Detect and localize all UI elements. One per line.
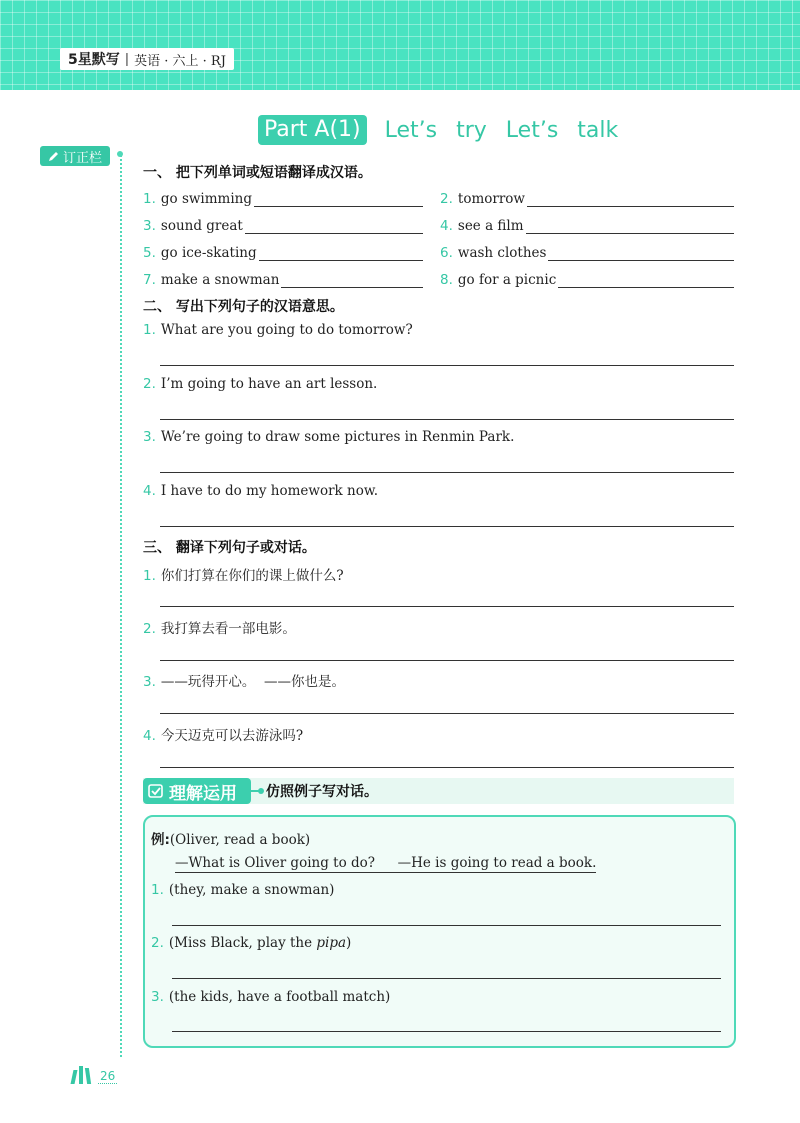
margin-divider <box>120 152 122 1057</box>
answer-line[interactable] <box>160 713 734 714</box>
item-text: make a snowman <box>160 272 280 288</box>
series-name: 5星默写 <box>68 52 120 68</box>
sentence-item <box>143 670 345 690</box>
item-number: 3. <box>151 989 164 1005</box>
answer-line[interactable] <box>172 978 721 979</box>
lesson-titles: Let’s try Let’s talk <box>384 117 619 143</box>
answer-line[interactable] <box>245 219 423 234</box>
answer-line[interactable] <box>160 419 734 420</box>
item-text-after: ) <box>346 935 352 951</box>
item-number: 6. <box>440 245 453 261</box>
item-number: 4. <box>440 218 453 234</box>
item-text: tomorrow <box>457 191 525 207</box>
section3-title: 三、 翻译下列句子或对话。 <box>143 540 316 556</box>
item-text: see a film <box>457 218 524 234</box>
item-text: I’m going to have an art lesson. <box>160 376 378 392</box>
item-text: 你们打算在你们的课上做什么? <box>160 568 344 584</box>
sentence-item <box>143 429 514 445</box>
page-number: 26 <box>100 1069 116 1083</box>
item-number: 7. <box>143 272 156 288</box>
item-text: What are you going to do tomorrow? <box>160 322 413 338</box>
answer-line[interactable] <box>259 246 423 261</box>
item-text: We’re going to draw some pictures in Renmin Park. <box>160 429 515 445</box>
answer-line[interactable] <box>160 767 734 768</box>
practice-box <box>143 815 736 1048</box>
answer-line[interactable] <box>526 219 734 234</box>
item-number: 1. <box>143 322 156 338</box>
example-question: —What is Oliver going to do? <box>175 855 376 871</box>
section2-title: 二、 写出下列句子的汉语意思。 <box>143 299 344 315</box>
item-number: 2. <box>143 376 156 392</box>
item-text: wash clothes <box>457 245 547 261</box>
answer-line[interactable] <box>160 365 734 366</box>
word-item <box>143 216 423 234</box>
check-note-icon <box>147 782 165 800</box>
item-number: 2. <box>440 191 453 207</box>
item-text: go ice-skating <box>160 245 257 261</box>
bar-connector <box>251 790 261 792</box>
item-text: sound great <box>160 218 243 234</box>
example-label: 例: <box>151 832 170 848</box>
item-number: 1. <box>151 882 164 898</box>
item-text: I have to do my homework now. <box>160 483 379 499</box>
book-stack-icon <box>72 1066 90 1084</box>
answer-line[interactable] <box>160 660 734 661</box>
item-text: go for a picnic <box>457 272 557 288</box>
answer-line[interactable] <box>160 526 734 527</box>
practice-item <box>151 989 390 1005</box>
answer-line[interactable] <box>558 273 734 288</box>
example-prompt: (Oliver, read a book) <box>169 832 311 848</box>
sentence-item <box>143 322 413 338</box>
section1-title: 一、 把下列单词或短语翻译成汉语。 <box>143 165 372 181</box>
sentence-item <box>143 564 344 584</box>
correction-tag <box>40 146 110 166</box>
item-number: 4. <box>143 728 156 744</box>
item-text: (they, make a snowman) <box>168 882 335 898</box>
correction-label: 订正栏 <box>62 150 102 166</box>
item-number: 1. <box>143 191 156 207</box>
answer-line[interactable] <box>254 192 423 207</box>
item-text: 今天迈克可以去游泳吗? <box>160 728 304 744</box>
word-item <box>440 270 734 288</box>
sentence-item <box>143 724 303 744</box>
sentence-item <box>143 376 377 392</box>
answer-line[interactable] <box>160 472 734 473</box>
sentence-item <box>143 483 378 499</box>
item-text: ——玩得开心。 ——你也是。 <box>160 674 345 690</box>
example-prompt-line <box>151 828 310 848</box>
word-item <box>440 189 734 207</box>
page-header <box>0 0 800 90</box>
practice-instruction: 仿照例子写对话。 <box>266 784 378 800</box>
practice-tag <box>143 778 251 804</box>
answer-line[interactable] <box>527 192 734 207</box>
example-dialogue <box>175 855 596 873</box>
sentence-item <box>143 617 296 637</box>
item-text: 我打算去看一部电影。 <box>160 621 296 637</box>
word-item <box>440 243 734 261</box>
badge-divider: | <box>124 51 130 67</box>
item-text: go swimming <box>160 191 253 207</box>
practice-item <box>151 935 351 951</box>
book-badge <box>60 48 234 70</box>
answer-line[interactable] <box>172 1031 721 1032</box>
item-text: (the kids, have a football match) <box>168 989 391 1005</box>
word-item <box>440 216 734 234</box>
item-number: 3. <box>143 218 156 234</box>
pencil-icon <box>48 150 60 162</box>
item-number: 4. <box>143 483 156 499</box>
item-number: 3. <box>143 429 156 445</box>
item-number: 8. <box>440 272 453 288</box>
word-item <box>143 243 423 261</box>
part-label: Part A(1) <box>258 115 367 145</box>
subject-label: 英语 · 六上 · RJ <box>134 53 226 69</box>
item-text-before: (Miss Black, play the <box>168 935 317 951</box>
answer-line[interactable] <box>281 273 423 288</box>
practice-item <box>151 882 334 898</box>
practice-tag-label: 理解运用 <box>169 783 237 804</box>
example-answer: —He is going to read a book. <box>397 855 597 871</box>
item-number: 2. <box>151 935 164 951</box>
item-number: 5. <box>143 245 156 261</box>
answer-line[interactable] <box>172 925 721 926</box>
item-text-italic: pipa <box>316 935 347 951</box>
page-footer <box>72 1066 117 1084</box>
word-item <box>143 270 423 288</box>
item-number: 3. <box>143 674 156 690</box>
word-item <box>143 189 423 207</box>
item-number: 2. <box>143 621 156 637</box>
part-title <box>258 114 618 146</box>
answer-line[interactable] <box>548 246 734 261</box>
item-number: 1. <box>143 568 156 584</box>
answer-line[interactable] <box>160 606 734 607</box>
